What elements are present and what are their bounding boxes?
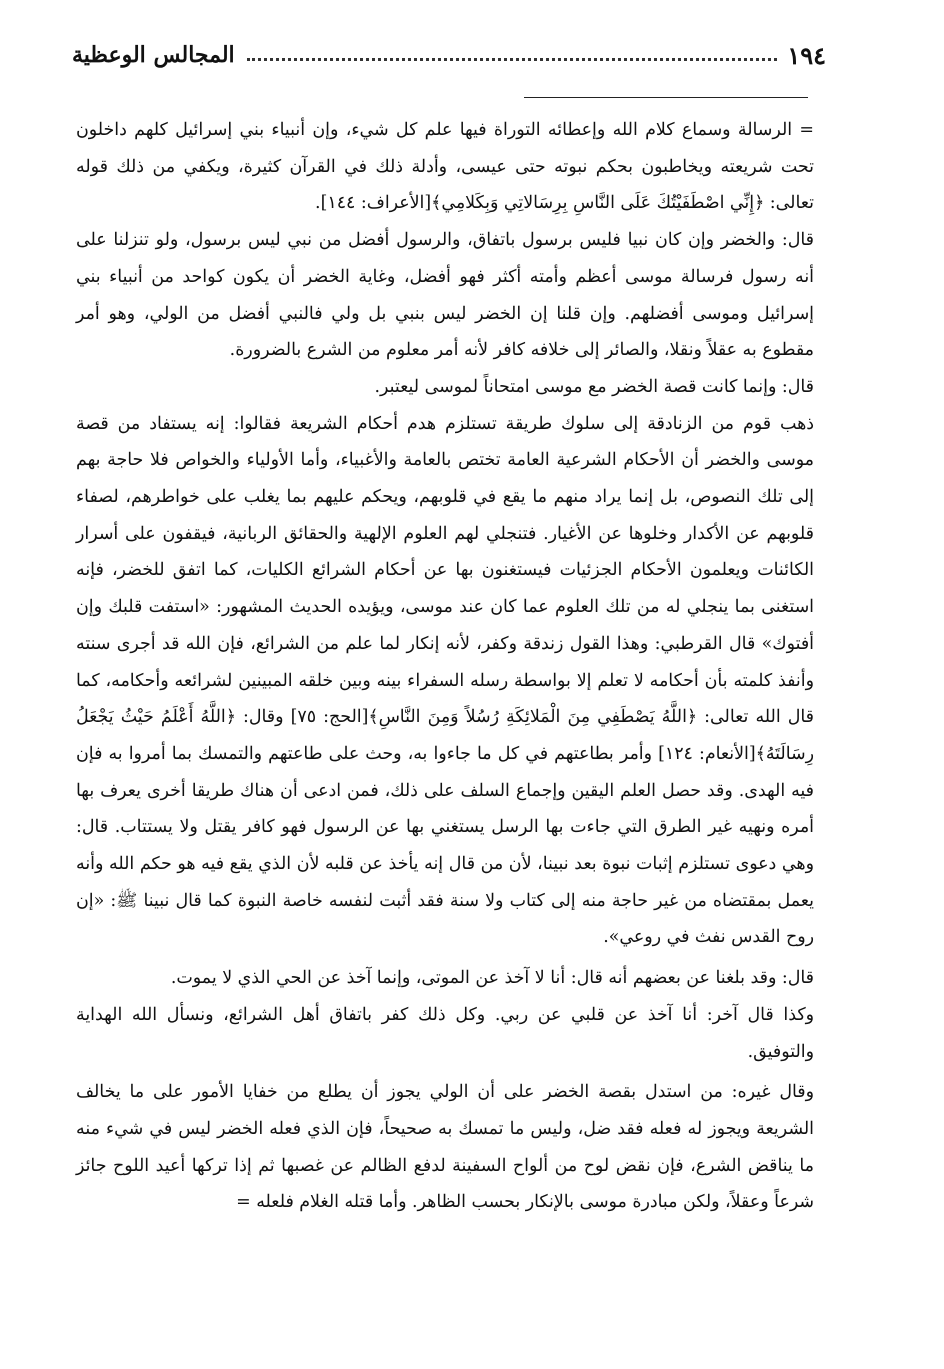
footnote-separator — [524, 97, 808, 98]
paragraph: وكذا قال آخر: أنا آخذ عن قلبي عن ربي. وكل ذلك كفر باتفاق أهل الشرائع، ونسأل الله الهداية والتوفيق. — [76, 1004, 814, 1062]
paragraph: = الرسالة وسماع كلام الله وإعطائه التوراة فيها علم كل شيء، وإن أنبياء بني إسرائيل كلهم داخلون تحت شريعته ويخاطبون بحكم نبوته حتى عيسى، وأدلة ذلك في القرآن كثيرة، ويكفي من ذلك قوله تعالى: ﴿إِنِّي اصْطَفَيْتُكَ عَلَى النَّاسِ بِرِسَالاتِي وَبِكَلامِي﴾[الأعراف: ١٤٤]. — [76, 120, 814, 214]
page-number: ١٩٤ — [787, 40, 826, 70]
page-body — [76, 112, 814, 1221]
running-header — [72, 38, 826, 72]
paragraph: وقال غيره: من استدل بقصة الخضر على أن الولي يجوز أن يطلع من خفايا الأمور على ما يخالف الشريعة ويجوز له فعله فقد ضل، وليس ما تمسك به صحيحاً، فإن الذي فعله الخضر ليس في شيء منه ما يناقض الشرع، فإن نقض لوح من ألواح السفينة لدفع الظالم عن غصبها ثم إذا تركها أعيد اللوح جائز شرعاً وعقلاً، ولكن مبادرة موسى بالإنكار بحسب الظاهر. وأما قتله الغلام فلعله = — [76, 1082, 814, 1213]
paragraph: قال: والخضر وإن كان نبيا فليس برسول باتفاق، والرسول أفضل من نبي ليس برسول، ولو تنزلنا على أنه رسول فرسالة موسى أعظم وأمته أكثر فهو أفضل، وغاية الخضر أن يكون كواحد من أنبياء بني إسرائيل وموسى أفضلهم. وإن قلنا إن الخضر ليس بنبي بل ولي فالنبي أفضل من الولي، وهو أمر مقطوع به عقلاً ونقلا، والصائر إلى خلافه كافر لأنه أمر معلوم من الشرع بالضرورة. — [76, 230, 814, 361]
paragraph: ذهب قوم من الزنادقة إلى سلوك طريقة تستلزم هدم أحكام الشريعة فقالوا: إنه يستفاد من قصة موسى والخضر أن الأحكام الشرعية العامة تختص بالعامة والأغبياء، وأما الأولياء والخواص فلا حاجة بهم إلى تلك النصوص، بل إنما يراد منهم ما يقع في قلوبهم، ويحكم عليهم بما يغلب على خواطرهم، لصفاء قلوبهم عن الأكدار وخلوها عن الأغيار. فتنجلي لهم العلوم الإلهية والحقائق الربانية، فيقفون على أسرار الكائنات ويعلمون الأحكام الجزئيات فيستغنون بها عن أحكام الشرائع الكليات، كما اتفق للخضر، فإنه استغنى بما ينجلي له من تلك العلوم عما كان عند موسى، ويؤيده الحديث المشهور: «استفت قلبك وإن أفتوك» قال القرطبي: وهذا القول زندقة وكفر، لأنه إنكار لما علم من الشرائع، فإن الله قد أجرى سنته وأنفذ كلمته بأن أحكامه لا تعلم إلا بواسطة رسله السفراء بينه وبين خلقه المبينين لشرائعه وأحكامه، كما قال الله تعالى: ﴿اللَّهُ يَصْطَفِي مِنَ الْمَلائِكَةِ رُسُلاً وَمِنَ النَّاسِ﴾[الحج: ٧٥] وقال: ﴿اللَّهُ أَعْلَمُ حَيْثُ يَجْعَلُ رِسَالَتَهُ﴾[الأنعام: ١٢٤] وأمر بطاعتهم في كل ما جاءوا به، وحث على طاعتهم والتمسك بما أمروا به فإن فيه الهدى. وقد حصل العلم اليقين وإجماع السلف على ذلك، فمن ادعى أن هناك طريقا أخرى يعرف بها أمره ونهيه غير الطرق التي جاءت بها الرسل يستغني بها عن الرسول فهو كافر يقتل ولا يستتاب. قال: وهي دعوى تستلزم إثبات نبوة بعد نبينا، لأن من قال إنه يأخذ عن قلبه لأن الذي يقع فيه هو حكم الله وأنه يعمل بمقتضاه من غير حاجة منه إلى كتاب ولا سنة فقد أثبت لنفسه خاصة النبوة كما قال نبينا ﷺ: «إن روح القدس نفث في روعي». — [76, 413, 814, 948]
header-dotted-leader — [247, 58, 778, 61]
paragraph: قال: وقد بلغنا عن بعضهم أنه قال: أنا لا آخذ عن الموتى، وإنما آخذ عن الحي الذي لا يموت. — [170, 968, 814, 989]
paragraph: قال: وإنما كانت قصة الخضر مع موسى امتحاناً لموسى ليعتبر. — [374, 376, 814, 397]
book-title: المجالس الوعظية — [72, 42, 235, 68]
